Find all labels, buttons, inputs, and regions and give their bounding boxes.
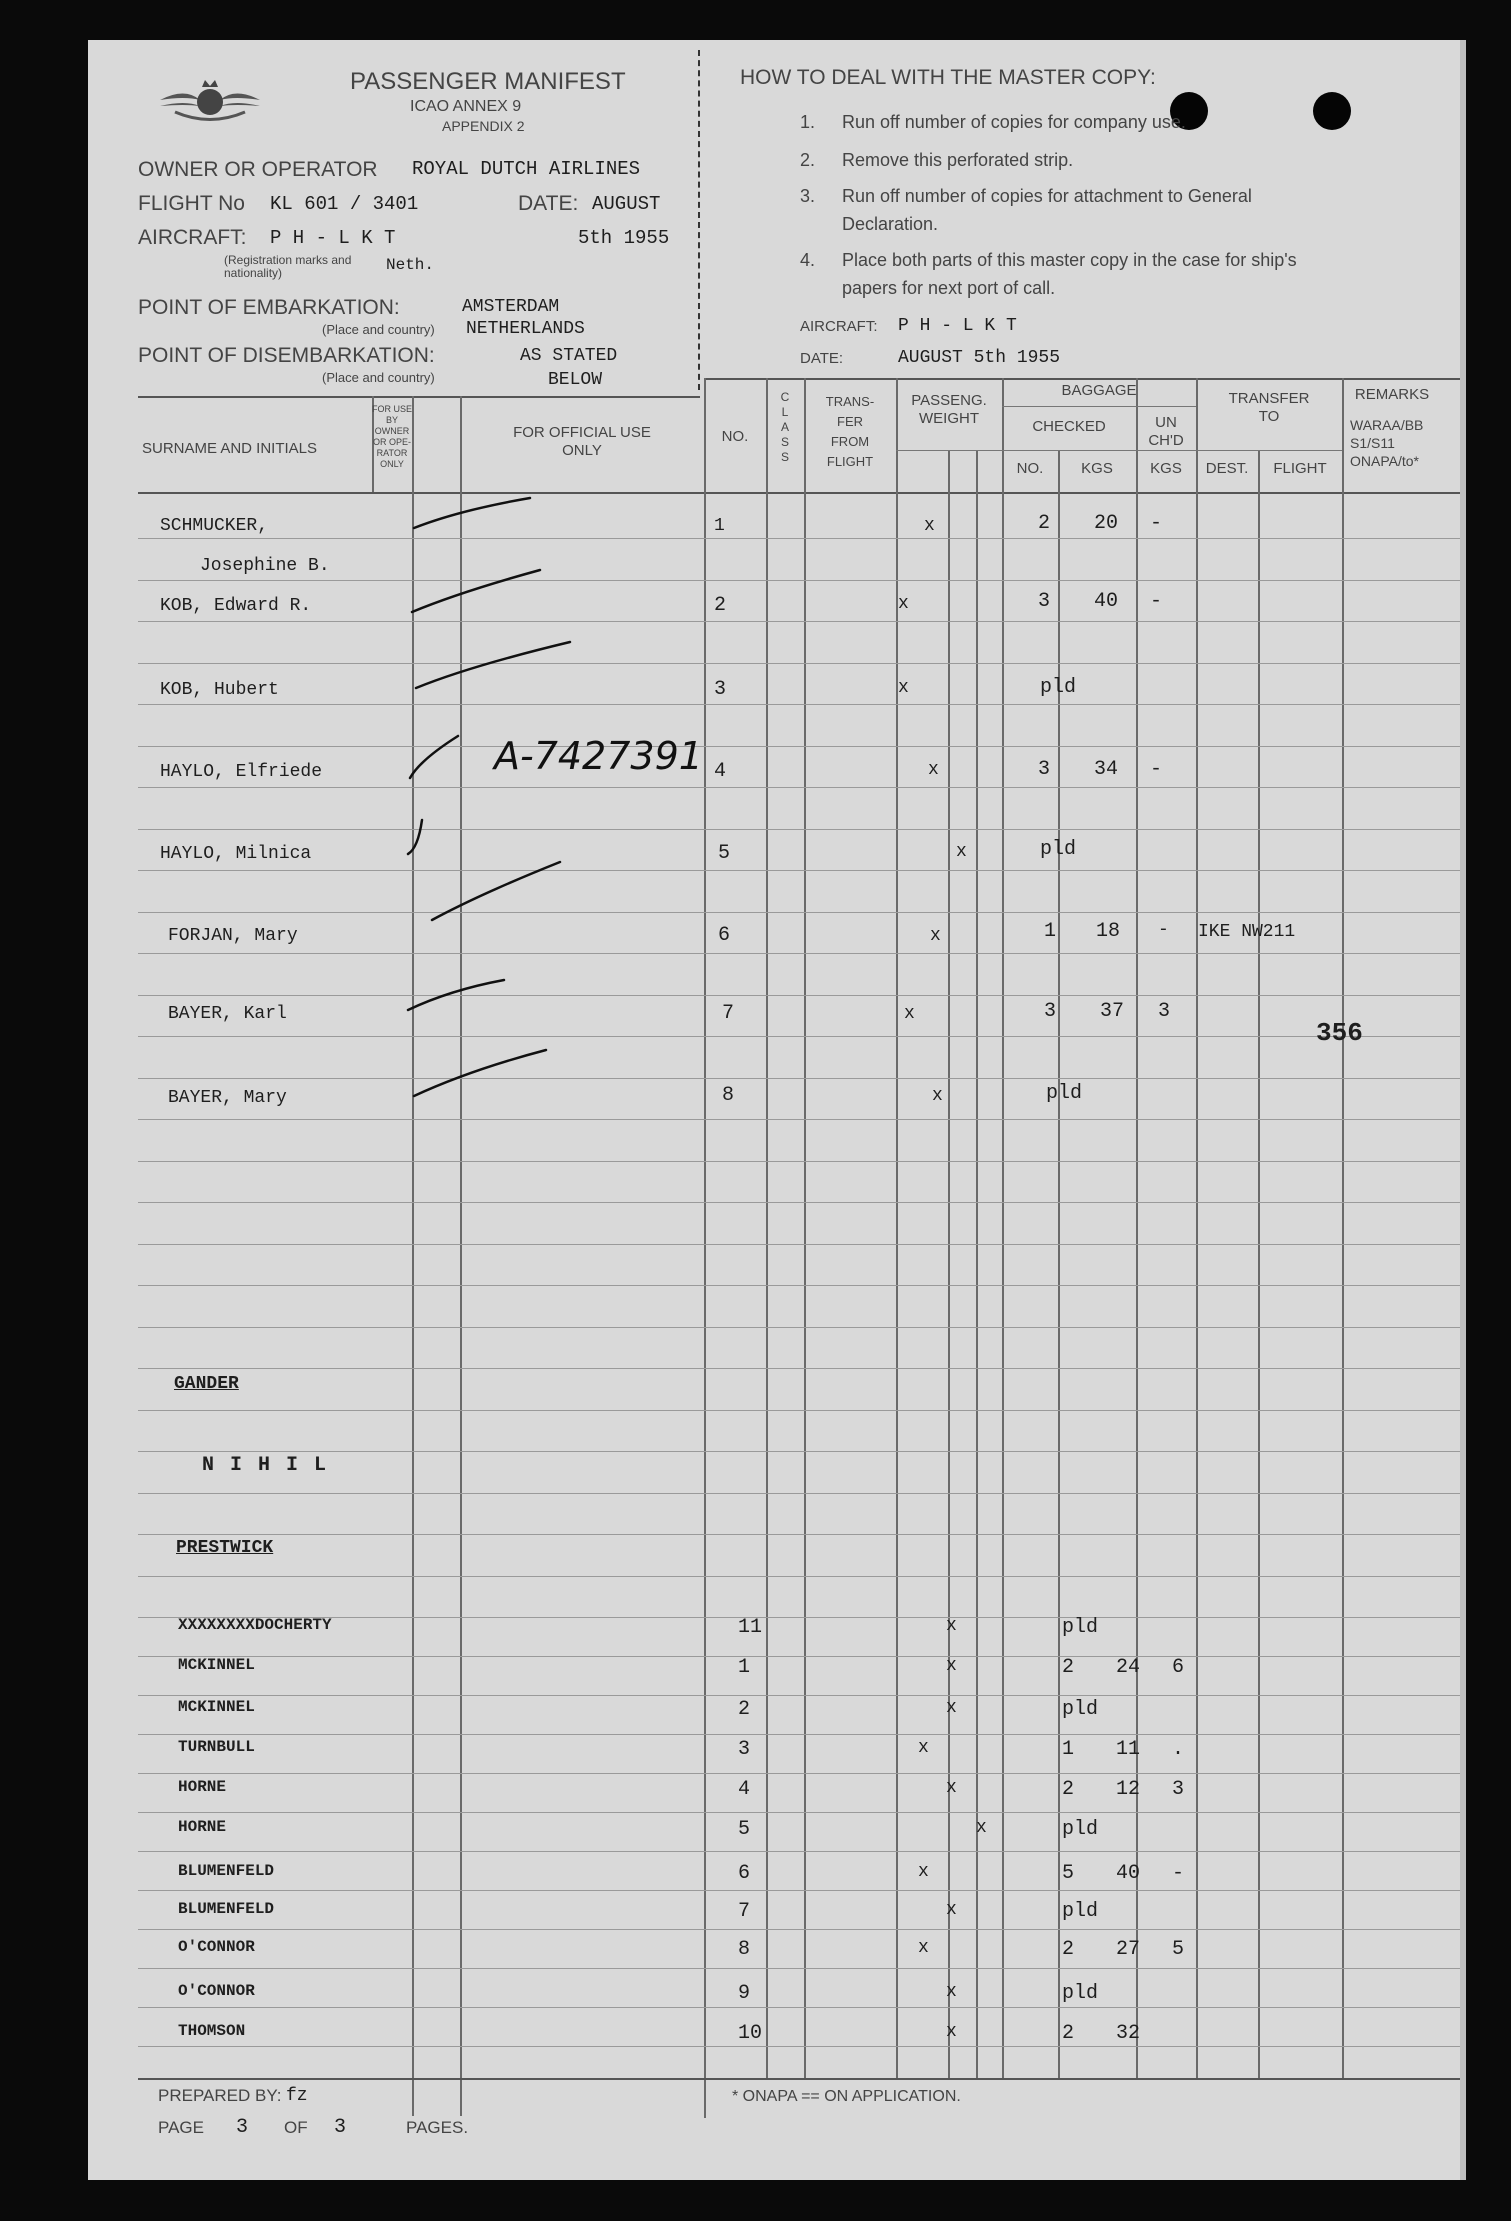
col-dest: DEST. (1205, 460, 1249, 477)
instr-text-2: Remove this perforated strip. (842, 150, 1074, 170)
col-line (704, 378, 706, 2118)
col-line (948, 450, 950, 2078)
icao-annex: ICAO ANNEX 9 (410, 98, 522, 115)
bags-kgs: 12 (1116, 1778, 1141, 1801)
row-rule (138, 1656, 1460, 1657)
table-top-rule (138, 396, 700, 398)
col-bag-no: NO. (1016, 460, 1044, 477)
weight-mark: x (946, 1900, 957, 1920)
header-bottom-rule (138, 492, 1460, 494)
row-rule (138, 1617, 1460, 1618)
row-rule (138, 704, 1460, 705)
weight-mark: x (918, 1938, 929, 1958)
passenger-no: 8 (722, 1084, 735, 1107)
col-line (804, 378, 806, 2078)
bags-count: pld (1062, 1616, 1099, 1639)
weight-mark: x (946, 1698, 957, 1718)
row-rule (138, 1161, 1460, 1162)
unchecked-kgs: 5 (1172, 1938, 1185, 1961)
col-checked: CHECKED (1032, 418, 1106, 435)
passenger-no: 2 (714, 594, 727, 617)
instr-num-3: 3. (800, 186, 816, 206)
row-rule (138, 1244, 1460, 1245)
bags-count: pld (1046, 1082, 1083, 1105)
row-rule (138, 787, 1460, 788)
aircraft-label: AIRCRAFT: (138, 226, 247, 249)
registration-note: (Registration marks and nationality) (224, 253, 352, 280)
punch-hole (1313, 92, 1351, 130)
row-rule (138, 1327, 1460, 1328)
passenger-name: KOB, Edward R. (160, 596, 312, 616)
instr-date-label: DATE: (800, 350, 844, 367)
bags-count: pld (1062, 1982, 1099, 2005)
col-class: C L A S S (780, 390, 790, 464)
handwritten-checkmarks (400, 490, 620, 1110)
passenger-name: FORJAN, Mary (168, 926, 298, 946)
weight-mark: x (946, 1616, 957, 1636)
passenger-name: HORNE (178, 1778, 227, 1796)
weight-mark: x (898, 678, 909, 698)
nationality-value: Neth. (386, 256, 435, 274)
row-rule (138, 663, 1460, 664)
passenger-no: 2 (738, 1698, 751, 1721)
weight-mark: x (898, 594, 909, 614)
remark-number: 356 (1316, 1018, 1363, 1048)
passenger-name: MCKINNEL (178, 1698, 255, 1716)
row-rule (138, 1812, 1460, 1813)
remarks-codes: WARAA/BB S1/S11 ONAPA/to* (1350, 417, 1424, 469)
passenger-name: HAYLO, Milnica (160, 844, 312, 864)
passenger-no: 7 (722, 1002, 735, 1025)
unchecked-kgs: 6 (1172, 1656, 1185, 1679)
row-rule (138, 1890, 1460, 1891)
col-transfer-to: TRANSFER TO (1228, 390, 1310, 425)
bags-kgs: 34 (1094, 758, 1119, 781)
weight-mark: x (956, 842, 967, 862)
row-rule (138, 912, 1460, 913)
row-rule (138, 1695, 1460, 1696)
bags-count: 5 (1062, 1862, 1075, 1885)
row-rule (138, 1734, 1460, 1735)
bags-count: pld (1062, 1698, 1099, 1721)
instr-text-3: Run off number of copies for attachment to General (842, 186, 1252, 206)
bags-count: 3 (1038, 590, 1051, 613)
row-rule (138, 1036, 1460, 1037)
bags-count: 1 (1044, 920, 1057, 943)
bags-count: 2 (1062, 1938, 1075, 1961)
instr-text-4b: papers for next port of call. (842, 278, 1056, 298)
row-rule (138, 621, 1460, 622)
bags-kgs: 40 (1094, 590, 1119, 613)
bags-count: 1 (1062, 1738, 1075, 1761)
col-official: FOR OFFICIAL USE ONLY (513, 424, 651, 459)
instr-text-3b: Declaration. (842, 214, 939, 234)
passenger-no: 3 (714, 678, 727, 701)
passenger-name: THOMSON (178, 2022, 246, 2040)
instr-aircraft-label: AIRCRAFT: (800, 318, 878, 335)
unchecked-kgs: - (1150, 758, 1163, 781)
row-rule (138, 1929, 1460, 1930)
bags-count: 2 (1062, 1778, 1075, 1801)
passenger-no: 10 (738, 2022, 763, 2045)
date-label: DATE: (518, 192, 579, 215)
weight-mark: x (918, 1738, 929, 1758)
embark-value: AMSTERDAM (462, 297, 560, 317)
manifest-title: PASSENGER MANIFEST (350, 68, 626, 95)
bags-count: pld (1040, 838, 1077, 861)
row-rule (138, 1451, 1460, 1452)
passenger-name: SCHMUCKER, (160, 516, 269, 536)
passenger-name: O'CONNOR (178, 1938, 255, 1956)
instr-num-1: 1. (800, 112, 816, 132)
bags-kgs: 27 (1116, 1938, 1141, 1961)
instr-text-1: Run off number of copies for company use. (842, 112, 1186, 132)
passenger-no: 5 (738, 1818, 751, 1841)
passenger-name: BAYER, Karl (168, 1004, 287, 1024)
disembark-place-note: (Place and country) (322, 370, 435, 385)
prepared-value: fz (286, 2086, 308, 2106)
handwritten-official-number: A-7427391 (494, 734, 703, 778)
passenger-no: 9 (738, 1982, 751, 2005)
flight-label: FLIGHT No (138, 192, 245, 215)
date-year: 5th 1955 (578, 227, 670, 249)
row-rule (138, 1534, 1460, 1535)
row-rule (138, 829, 1460, 830)
col-line (1136, 378, 1138, 2078)
weight-mark: x (918, 1862, 929, 1882)
footer-note: * ONAPA == ON APPLICATION. (732, 2088, 961, 2105)
row-rule (138, 2046, 1460, 2047)
subheader-rule (896, 450, 1342, 451)
unchecked-kgs: - (1150, 512, 1163, 535)
col-baggage: BAGGAGE (1061, 382, 1137, 399)
bags-kgs: 32 (1116, 2022, 1141, 2045)
passenger-no: 1 (738, 1656, 751, 1679)
perforation-line (698, 50, 702, 390)
footer-rule (138, 2078, 1460, 2080)
unchecked-kgs: 3 (1172, 1778, 1185, 1801)
bags-kgs: 24 (1116, 1656, 1141, 1679)
passenger-no: 1 (714, 516, 725, 536)
unchecked-kgs: - (1158, 920, 1169, 940)
row-rule (138, 2007, 1460, 2008)
row-rule (138, 580, 1460, 581)
row-rule (138, 538, 1460, 539)
weight-mark: x (946, 2022, 957, 2042)
disembark-value: AS STATED (520, 346, 618, 366)
weight-mark: x (932, 1086, 943, 1106)
row-rule (138, 1368, 1460, 1369)
col-transfer-from: TRANS- FER FROM FLIGHT (825, 394, 875, 469)
instr-text-4: Place both parts of this master copy in the case for ship's (842, 250, 1297, 270)
instr-num-2: 2. (800, 150, 816, 170)
passenger-name: Josephine B. (200, 556, 330, 576)
weight-mark: x (930, 926, 941, 946)
passenger-no: 3 (738, 1738, 751, 1761)
passenger-name: BLUMENFELD (178, 1862, 275, 1880)
passenger-no: 5 (718, 842, 731, 865)
unchecked-kgs: - (1150, 590, 1163, 613)
weight-mark: x (976, 1818, 987, 1838)
row-rule (138, 1773, 1460, 1774)
row-rule (138, 870, 1460, 871)
weight-mark: x (904, 1004, 915, 1024)
bags-count: 2 (1038, 512, 1051, 535)
bags-kgs: 20 (1094, 512, 1119, 535)
row-rule (138, 1851, 1460, 1852)
col-line (1196, 378, 1198, 2078)
passenger-name: HAYLO, Elfriede (160, 762, 323, 782)
bags-count: pld (1062, 1900, 1099, 1923)
baggage-rule (1002, 406, 1196, 407)
row-rule (138, 1493, 1460, 1494)
passenger-no: 4 (714, 760, 727, 783)
instructions-title: HOW TO DEAL WITH THE MASTER COPY: (740, 66, 1156, 89)
embark-country: NETHERLANDS (466, 319, 585, 339)
bags-count: 3 (1044, 1000, 1057, 1023)
row-rule (138, 1285, 1460, 1286)
embark-label: POINT OF EMBARKATION: (138, 296, 400, 319)
col-line (1002, 378, 1004, 2078)
row-rule (138, 1410, 1460, 1411)
disembark-value2: BELOW (548, 370, 603, 390)
transfer-flight: IKE NW211 (1198, 922, 1296, 942)
passenger-name: TURNBULL (178, 1738, 255, 1756)
passenger-no: 8 (738, 1938, 751, 1961)
of-label: OF (284, 2118, 308, 2137)
row-rule (138, 1968, 1460, 1969)
passenger-name: BAYER, Mary (168, 1088, 287, 1108)
instr-date-value: AUGUST 5th 1955 (898, 348, 1061, 368)
disembark-label: POINT OF DISEMBARKATION: (138, 344, 435, 367)
bags-count: pld (1040, 676, 1077, 699)
col-line (896, 378, 898, 2078)
weight-mark: x (946, 1778, 957, 1798)
weight-mark: x (928, 760, 939, 780)
passenger-name: O'CONNOR (178, 1982, 255, 2000)
pages-label: PAGES. (406, 2118, 469, 2137)
bags-kgs: 11 (1116, 1738, 1141, 1761)
unchecked-kgs: - (1172, 1862, 1185, 1885)
table-top-rule-right (704, 378, 1460, 380)
row-rule (138, 995, 1460, 996)
owner-label: OWNER OR OPERATOR (138, 158, 378, 181)
passenger-name: KOB, Hubert (160, 680, 279, 700)
row-rule (138, 746, 1460, 747)
col-unchd: UN CH'D (1148, 414, 1184, 449)
col-no: NO. (721, 428, 749, 445)
klm-crown-logo (155, 72, 265, 132)
flight-value: KL 601 / 3401 (270, 193, 419, 215)
weight-mark: x (946, 1982, 957, 2002)
passenger-name: HORNE (178, 1818, 227, 1836)
section-nihil: N I H I L (202, 1454, 329, 1477)
owner-value: ROYAL DUTCH AIRLINES (412, 158, 641, 180)
instr-num-4: 4. (800, 250, 816, 270)
weight-mark: x (924, 516, 935, 536)
passenger-no: 6 (718, 924, 731, 947)
passenger-name: BLUMENFELD (178, 1900, 275, 1918)
col-for-use: FOR USE BY OWNER OR OPE- RATOR ONLY (372, 404, 413, 469)
prepared-label: PREPARED BY: (158, 2086, 282, 2105)
page-label: PAGE (158, 2118, 204, 2137)
date-value: AUGUST (592, 193, 661, 215)
passenger-no: 6 (738, 1862, 751, 1885)
bags-count: 2 (1062, 2022, 1075, 2045)
passenger-name: XXXXXXXXDOCHERTY (178, 1616, 332, 1634)
row-rule (138, 1202, 1460, 1203)
appendix: APPENDIX 2 (442, 118, 525, 134)
col-line (1258, 450, 1260, 2078)
aircraft-value: P H - L K T (270, 227, 396, 249)
section-gander: GANDER (174, 1374, 239, 1394)
col-kgs-unchd: KGS (1150, 460, 1182, 477)
bags-count: 3 (1038, 758, 1051, 781)
bags-count: 2 (1062, 1656, 1075, 1679)
bags-kgs: 37 (1100, 1000, 1125, 1023)
section-prestwick: PRESTWICK (176, 1538, 274, 1558)
row-rule (138, 1119, 1460, 1120)
passenger-name: MCKINNEL (178, 1656, 255, 1674)
col-kgs: KGS (1081, 460, 1113, 477)
page-total: 3 (334, 2116, 347, 2139)
passenger-no: 7 (738, 1900, 751, 1923)
col-passeng-weight: PASSENG. WEIGHT (911, 392, 987, 427)
passenger-no: 11 (738, 1616, 763, 1639)
col-line (1342, 378, 1344, 2078)
passenger-no: 4 (738, 1778, 751, 1801)
col-remarks: REMARKS (1354, 386, 1430, 403)
col-flight: FLIGHT (1273, 460, 1327, 477)
instr-aircraft-value: P H - L K T (898, 316, 1017, 336)
page-number: 3 (236, 2116, 249, 2139)
bags-kgs: 40 (1116, 1862, 1141, 1885)
unchecked-kgs: 3 (1158, 1000, 1171, 1023)
row-rule (138, 953, 1460, 954)
weight-mark: x (946, 1656, 957, 1676)
col-line (766, 378, 768, 2078)
row-rule (138, 1576, 1460, 1577)
unchecked-kgs: . (1172, 1738, 1185, 1761)
embark-place-note: (Place and country) (322, 322, 435, 337)
bags-count: pld (1062, 1818, 1099, 1841)
col-surname: SURNAME AND INITIALS (142, 440, 318, 457)
row-rule (138, 1078, 1460, 1079)
bags-kgs: 18 (1096, 920, 1121, 943)
